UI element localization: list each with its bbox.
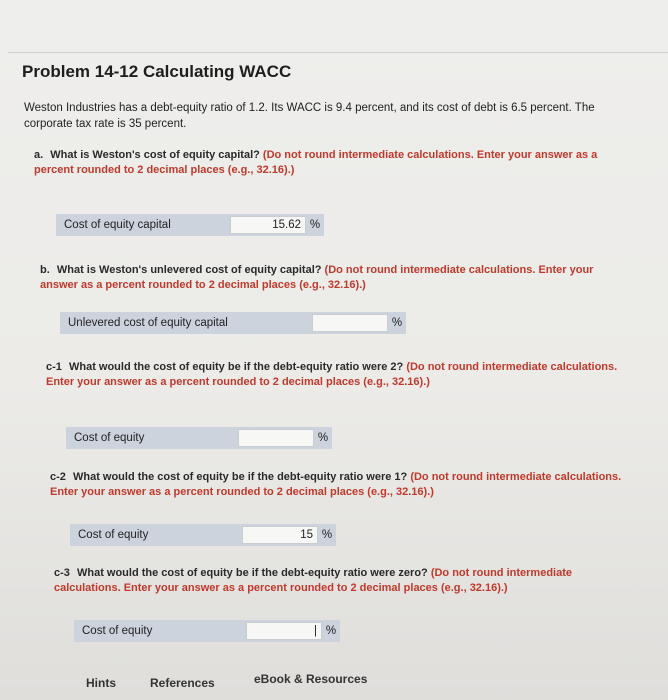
question-c2 <box>50 470 630 500</box>
question-b-note: (Do not round intermediate calculations. Enter your answer as a percent rounded to 2 decimal places (e.g., 32.16).) <box>40 264 594 291</box>
question-c2-label: c-2 <box>50 471 66 483</box>
question-b-text: What is Weston's unlevered cost of equity capital? <box>56 264 322 276</box>
question-c2-text: What would the cost of equity be if the debt-equity ratio were 1? <box>72 471 408 483</box>
question-a <box>34 148 614 178</box>
question-a-text: What is Weston's cost of equity capital? <box>50 149 260 161</box>
question-c2-note: (Do not round intermediate calculations. Enter your answer as a percent rounded to 2 decimal places (e.g., 32.16).) <box>50 471 622 498</box>
problem-title: Problem 14-12 Calculating WACC <box>22 62 292 81</box>
answer-c2-input[interactable]: 15 <box>242 526 318 544</box>
question-c1-note: (Do not round intermediate calculations. Enter your answer as a percent rounded to 2 decimal places (e.g., 32.16).) <box>46 361 618 388</box>
answer-c1-unit: % <box>317 432 329 444</box>
question-c3-text: What would the cost of equity be if the debt-equity ratio were zero? <box>76 567 428 579</box>
question-c3-label: c-3 <box>54 567 70 579</box>
answer-c2-unit: % <box>321 529 333 541</box>
problem-intro: Weston Industries has a debt-equity ratio of 1.2. Its WACC is 9.4 percent, and its cost of debt is 6.5 percent. The corporate tax rate is 35 percent. <box>24 102 595 130</box>
answer-b-unit: % <box>391 317 403 329</box>
answer-c1-input[interactable] <box>238 429 314 447</box>
question-c1 <box>46 360 626 390</box>
field-cost-of-equity-c1 <box>66 427 332 449</box>
field-b-label: Unlevered cost of equity capital <box>68 317 228 329</box>
question-b <box>40 263 620 293</box>
question-a-note: (Do not round intermediate calculations. Enter your answer as a percent rounded to 2 decimal places (e.g., 32.16).) <box>34 149 598 176</box>
question-c3-note: (Do not round intermediate calculations. Enter your answer as a percent rounded to 2 decimal places (e.g., 32.16).) <box>54 567 572 594</box>
answer-b-input[interactable] <box>312 314 388 332</box>
field-unlevered-cost-of-equity <box>60 312 406 334</box>
question-c3 <box>54 566 634 596</box>
ebook-resources-link[interactable]: eBook & Resources <box>254 672 368 686</box>
field-cost-of-equity-c3 <box>74 620 340 642</box>
hints-link[interactable]: Hints <box>86 676 116 690</box>
answer-a-input[interactable]: 15.62 <box>230 216 306 234</box>
field-c2-label: Cost of equity <box>78 529 149 541</box>
title-divider <box>8 52 668 53</box>
answer-c3-input[interactable]: | <box>246 622 322 640</box>
question-c1-text: What would the cost of equity be if the debt-equity ratio were 2? <box>68 361 404 373</box>
references-link[interactable]: References <box>150 676 215 690</box>
field-cost-of-equity-c2 <box>70 524 336 546</box>
question-b-label: b. <box>40 264 50 276</box>
answer-a-unit: % <box>309 219 321 231</box>
field-c3-label: Cost of equity <box>82 625 153 637</box>
field-cost-of-equity-capital <box>56 214 324 236</box>
question-a-label: a. <box>34 149 44 161</box>
question-c1-label: c-1 <box>46 361 62 373</box>
field-a-label: Cost of equity capital <box>64 219 171 231</box>
answer-c3-unit: % <box>325 625 337 637</box>
field-c1-label: Cost of equity <box>74 432 145 444</box>
